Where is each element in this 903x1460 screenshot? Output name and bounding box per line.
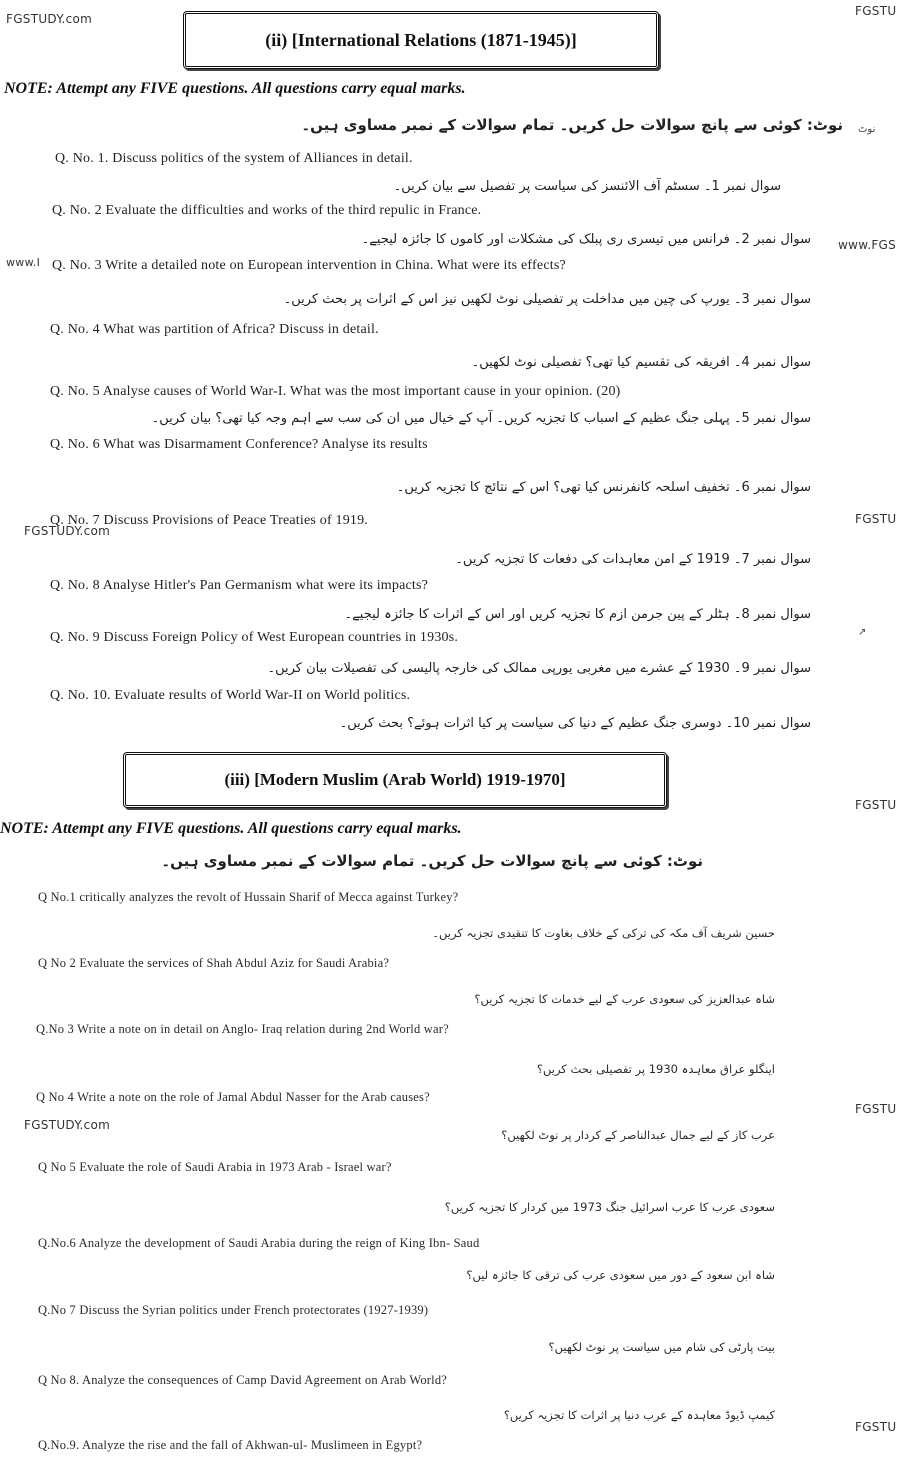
- section-ii-note-urdu: نوٹ: کوئی سے پانچ سوالات حل کریں۔ تمام سوالات کے نمبر مساوی ہیں۔: [301, 116, 843, 134]
- section-ii-q8-en: Q. No. 8 Analyse Hitler's Pan Germanism what were its impacts?: [50, 578, 429, 593]
- section-iii-title-box: [123, 752, 667, 808]
- section-ii-q9-ur: سوال نمبر 9۔ 1930 کے عشرے میں مغربی یورپی ممالک کی خارجہ پالیسی کی تفصیلات بیان کریں۔: [267, 661, 811, 676]
- watermark-left-www: www.I: [6, 256, 41, 269]
- section-iii-q3-ur: اینگلو عراق معاہدہ 1930 پر تفصیلی بحث کریں؟: [536, 1062, 775, 1076]
- section-iii-q7-en: Q.No 7 Discuss the Syrian politics under French protectorates (1927-1939): [38, 1303, 429, 1317]
- watermark-top-right: FGSTU: [855, 4, 897, 18]
- section-ii-title-box: [183, 11, 659, 69]
- section-ii-note-english: NOTE: Attempt any FIVE questions. All questions carry equal marks.: [4, 80, 466, 97]
- section-iii-q8-en: Q No 8. Analyze the consequences of Camp David Agreement on Arab World?: [38, 1373, 448, 1387]
- section-iii-q1-ur: حسین شریف آف مکہ کی ترکی کے خلاف بغاوت کا تنقیدی تجزیہ کریں۔: [432, 926, 775, 940]
- section-iii-q2-ur: شاہ عبدالعزیز کی سعودی عرب کے لیے خدمات کا تجزیہ کریں؟: [474, 992, 775, 1006]
- section-ii-title: (ii) [International Relations (1871-1945)]: [265, 29, 577, 50]
- section-ii-q3-ur: سوال نمبر 3۔ یورپ کی چین میں مداخلت پر تفصیلی نوٹ لکھیں نیز اس کے اثرات پر بحث کریں۔: [283, 292, 811, 307]
- section-iii-q6-en: Q.No.6 Analyze the development of Saudi Arabia during the reign of King Ibn- Saud: [38, 1236, 480, 1250]
- section-iii-q4-en: Q No 4 Write a note on the role of Jamal Abdul Nasser for the Arab causes?: [36, 1090, 430, 1104]
- section-ii-q4-ur: سوال نمبر 4۔ افریقہ کی تقسیم کیا تھی؟ تفصیلی نوٹ لکھیں۔: [471, 355, 811, 370]
- watermark-left-mid: FGSTUDY.com: [24, 524, 111, 538]
- watermark-right-bottom: FGSTU: [855, 1420, 897, 1434]
- watermark-left-low: FGSTUDY.com: [24, 1118, 111, 1132]
- section-ii-q8-ur: سوال نمبر 8۔ ہٹلر کے پین جرمن ازم کا تجزیہ کریں اور اس کے اثرات کا جائزہ لیجیے۔: [344, 607, 811, 622]
- section-ii-q10-ur: سوال نمبر 10۔ دوسری جنگ عظیم کے دنیا کی سیاست پر کیا اثرات ہوئے؟ بحث کریں۔: [339, 716, 811, 731]
- section-iii-note-english: NOTE: Attempt any FIVE questions. All questions carry equal marks.: [0, 820, 462, 837]
- section-iii-note-urdu: نوٹ: کوئی سے پانچ سوالات حل کریں۔ تمام سوالات کے نمبر مساوی ہیں۔: [161, 852, 703, 870]
- section-ii-q5-en: Q. No. 5 Analyse causes of World War-I. What was the most important cause in your opinion. (20): [50, 384, 621, 399]
- section-ii-q9-en: Q. No. 9 Discuss Foreign Policy of West European countries in 1930s.: [50, 630, 459, 645]
- section-iii-q6-ur: شاہ ابن سعود کے دور میں سعودی عرب کی ترقی کا جائزہ لیں؟: [466, 1268, 775, 1282]
- watermark-right-lower: FGSTU: [855, 798, 897, 812]
- section-ii-q2-ur: سوال نمبر 2۔ فرانس میں تیسری ری پبلک کی مشکلات اور کاموں کا جائزہ لیجیے۔: [361, 232, 811, 247]
- watermark-right-low2: FGSTU: [855, 1102, 897, 1116]
- section-ii-q7-ur: سوال نمبر 7۔ 1919 کے امن معاہدات کی دفعات کا تجزیہ کریں۔: [455, 552, 811, 567]
- section-iii-q4-ur: عرب کاز کے لیے جمال عبدالناصر کے کردار پر نوٹ لکھیں؟: [501, 1128, 775, 1142]
- section-iii-q3-en: Q.No 3 Write a note on in detail on Anglo- Iraq relation during 2nd World war?: [36, 1022, 449, 1036]
- section-iii-q1-en: Q No.1 critically analyzes the revolt of Hussain Sharif of Mecca against Turkey?: [38, 890, 459, 904]
- section-iii-q9-en: Q.No.9. Analyze the rise and the fall of Akhwan-ul- Muslimeen in Egypt?: [38, 1438, 423, 1452]
- section-ii-q5-ur: سوال نمبر 5۔ پہلی جنگ عظیم کے اسباب کا تجزیہ کریں۔ آپ کے خیال میں ان کی سب سے اہم وجہ کیا تھی؟ بیان کریں۔: [151, 411, 811, 426]
- section-iii-q2-en: Q No 2 Evaluate the services of Shah Abdul Aziz for Saudi Arabia?: [38, 956, 390, 970]
- section-iii-q5-en: Q No 5 Evaluate the role of Saudi Arabia in 1973 Arab - Israel war?: [38, 1160, 392, 1174]
- section-ii-note-prefix: نوٹ: [858, 124, 876, 135]
- watermark-top-left: FGSTUDY.com: [6, 12, 93, 26]
- margin-mark: ↗: [858, 627, 867, 638]
- section-iii-q8-ur: کیمپ ڈیوڈ معاہدہ کے عرب دنیا پر اثرات کا تجزیہ کریں؟: [503, 1408, 775, 1422]
- section-iii-title: (iii) [Modern Muslim (Arab World) 1919-1970]: [224, 770, 566, 789]
- section-ii-q1-en: Q. No. 1. Discuss politics of the system of Alliances in detail.: [55, 151, 413, 166]
- section-iii-q5-ur: سعودی عرب کا عرب اسرائیل جنگ 1973 میں کردار کا تجزیہ کریں؟: [444, 1200, 775, 1214]
- watermark-right-www: www.FGS: [838, 238, 897, 252]
- section-ii-q6-en: Q. No. 6 What was Disarmament Conference? Analyse its results: [50, 437, 428, 452]
- section-ii-q6-ur: سوال نمبر 6۔ تخفیف اسلحہ کانفرنس کیا تھی؟ اس کے نتائج کا تجزیہ کریں۔: [396, 480, 811, 495]
- section-ii-q1-ur: سوال نمبر 1۔ سسٹم آف الائنسز کی سیاست پر تفصیل سے بیان کریں۔: [393, 179, 781, 194]
- section-ii-q10-en: Q. No. 10. Evaluate results of World War-II on World politics.: [50, 688, 411, 703]
- section-ii-q7-en: Q. No. 7 Discuss Provisions of Peace Treaties of 1919.: [50, 513, 369, 528]
- section-ii-q3-en: Q. No. 3 Write a detailed note on European intervention in China. What were its effects?: [52, 258, 566, 273]
- section-iii-q7-ur: بیت پارٹی کی شام میں سیاست پر نوٹ لکھیں؟: [548, 1340, 775, 1354]
- watermark-right-mid: FGSTU: [855, 512, 897, 526]
- section-ii-q4-en: Q. No. 4 What was partition of Africa? Discuss in detail.: [50, 322, 379, 337]
- section-ii-q2-en: Q. No. 2 Evaluate the difficulties and works of the third repulic in France.: [52, 203, 482, 218]
